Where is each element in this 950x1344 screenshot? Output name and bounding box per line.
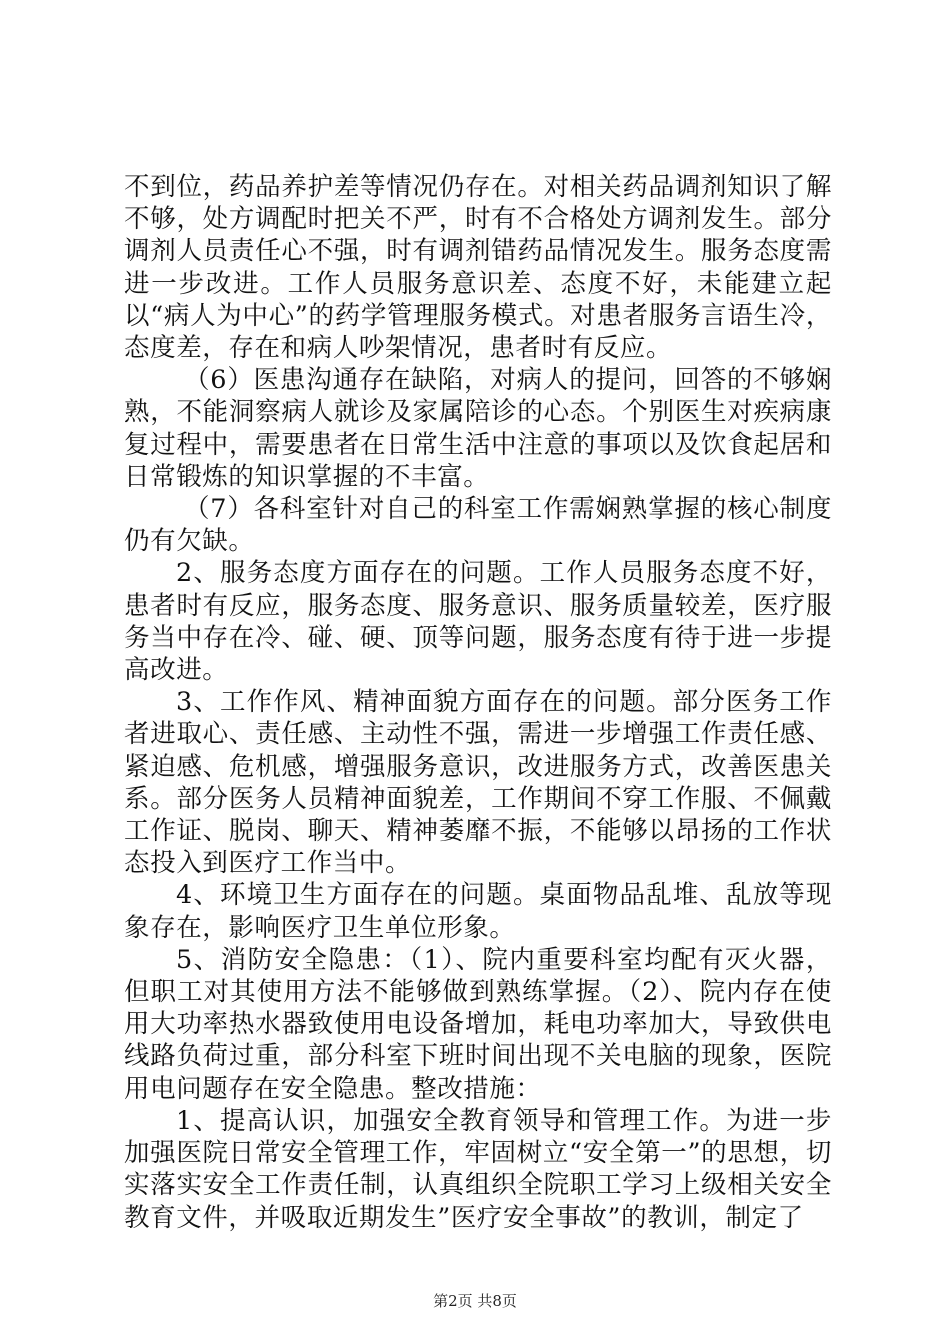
paragraph-service-attitude: 2、服务态度方面存在的问题。工作人员服务态度不好，患者时有反应，服务态度、服务意识、服务质量较差，医疗服务当中存在冷、碰、硬、顶等问题，服务态度有待于进一步提高改进。 — [124, 558, 832, 686]
paragraph-fire-safety: 5、消防安全隐患：（1）、院内重要科室均配有灭火器，但职工对其使用方法不能够做到熟练掌握。（2）、院内存在使用大功率热水器致使用电设备增加，耗电功率加大，导致供电线路负荷过重，部分科室下班时间出现不关电脑的现象，医院用电问题存在安全隐患。整改措施： — [124, 944, 832, 1104]
paragraph-environment-hygiene: 4、环境卫生方面存在的问题。桌面物品乱堆、乱放等现象存在，影响医疗卫生单位形象。 — [124, 880, 832, 943]
paragraph-measure-1: 1、提高认识，加强安全教育领导和管理工作。为进一步加强医院日常安全管理工作，牢固树立“安全第一”的思想，切实落实安全工作责任制，认真组织全院职工学习上级相关安全教育文件，并吸取近期发生”医疗安全事故”的教训，制定了 — [124, 1105, 832, 1233]
page-footer: 第2页 共8页 — [433, 1292, 517, 1310]
paragraph-item-7: （7）各科室针对自己的科室工作需娴熟掌握的核心制度仍有欠缺。 — [124, 494, 832, 557]
document-body — [124, 171, 832, 1234]
paragraph-continuation: 不到位，药品养护差等情况仍存在。对相关药品调剂知识了解不够，处方调配时把关不严，时有不合格处方调剂发生。部分调剂人员责任心不强，时有调剂错药品情况发生。服务态度需进一步改进。工作人员服务意识差、态度不好，未能建立起以“病人为中心”的药学管理服务模式。对患者服务言语生冷，态度差，存在和病人吵架情况，患者时有反应。 — [124, 172, 832, 364]
paragraph-work-style: 3、工作作风、精神面貌方面存在的问题。部分医务工作者进取心、责任感、主动性不强，需进一步增强工作责任感、紧迫感、危机感，增强服务意识，改进服务方式，改善医患关系。部分医务人员精神面貌差，工作期间不穿工作服、不佩戴工作证、脱岗、聊天、精神萎靡不振，不能够以昂扬的工作状态投入到医疗工作当中。 — [124, 687, 832, 879]
paragraph-item-6: （6）医患沟通存在缺陷，对病人的提问，回答的不够娴熟，不能洞察病人就诊及家属陪诊的心态。个别医生对疾病康复过程中，需要患者在日常生活中注意的事项以及饮食起居和日常锻炼的知识掌握的不丰富。 — [124, 365, 832, 492]
